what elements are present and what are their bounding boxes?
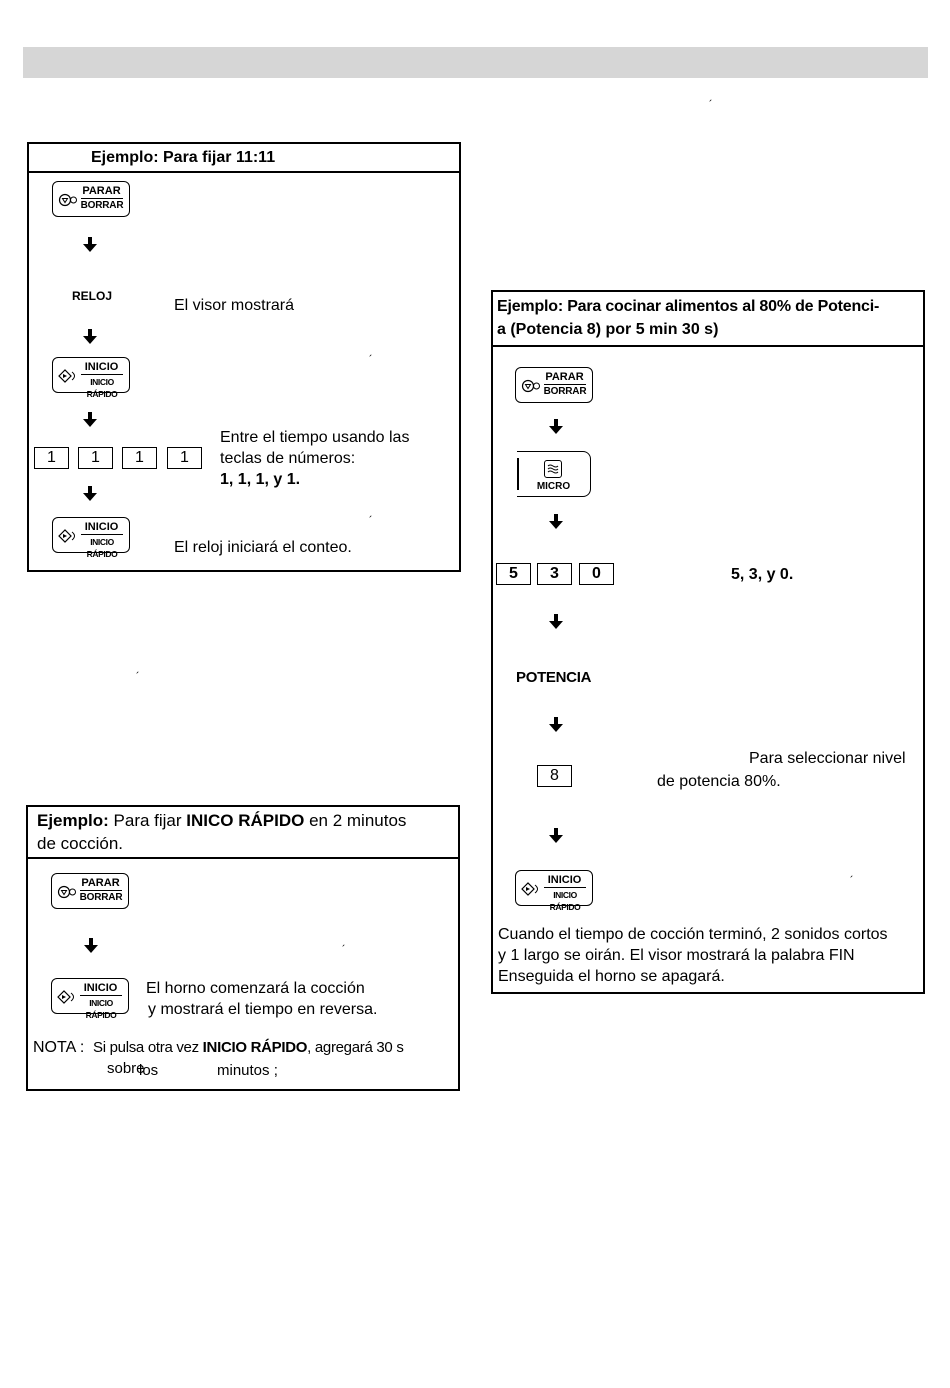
number-key[interactable]: 1 (34, 447, 69, 469)
key-label: PARAR (545, 371, 584, 383)
key-label: BORRAR (80, 200, 124, 211)
digits-text: 5, 3, y 0. (731, 566, 794, 583)
start-icon (58, 529, 78, 543)
box-title-text (37, 810, 406, 831)
microwave-icon (544, 460, 562, 478)
reloj-key-label[interactable]: RELOJ (72, 289, 113, 303)
end-text: Cuando el tiempo de cocción terminó, 2 sonidos cortos (498, 926, 888, 943)
inicio-key[interactable] (52, 517, 130, 559)
stop-icon (521, 379, 541, 393)
note-text: los (139, 1062, 159, 1079)
stop-icon (58, 193, 78, 207)
box-title-text: de cocción. (37, 834, 123, 853)
key-divider (544, 384, 586, 385)
key-divider (80, 890, 122, 891)
parar-borrar-key[interactable] (51, 873, 129, 909)
key-label: INICIO RÁPIDO (86, 377, 118, 399)
key-divider (81, 374, 123, 375)
down-arrow-icon (83, 237, 97, 253)
key-label: INICIO RÁPIDO (549, 890, 581, 912)
instruction-text (220, 469, 300, 490)
instruction-text: teclas de números: (220, 450, 356, 467)
down-arrow-icon (549, 419, 563, 435)
example-quick-start-box (26, 805, 460, 1091)
example-power-cooking-box (491, 290, 925, 994)
parar-borrar-key[interactable] (515, 367, 593, 403)
key-divider (81, 198, 123, 199)
micro-key[interactable] (517, 451, 591, 497)
number-key[interactable]: 1 (122, 447, 157, 469)
key-label: INICIO (84, 521, 119, 533)
key-label: INICIO (547, 874, 582, 886)
key-label: BORRAR (543, 386, 587, 397)
note-part: Si pulsa (93, 1039, 144, 1056)
down-arrow-icon (83, 486, 97, 502)
down-arrow-icon (549, 514, 563, 530)
accent-mark: ´ (369, 354, 373, 366)
cooking-start-text: El horno comenzará la cocción (146, 980, 365, 997)
down-arrow-icon (549, 717, 563, 733)
key-label: MICRO (536, 481, 571, 492)
number-key[interactable]: 5 (496, 563, 531, 585)
title-part: Para fijar (108, 811, 187, 830)
note-text: minutos ; (217, 1062, 278, 1079)
number-key[interactable]: 1 (167, 447, 202, 469)
down-arrow-icon (83, 329, 97, 345)
inicio-key[interactable] (52, 357, 130, 399)
potencia-key-label[interactable]: POTENCIA (516, 669, 592, 686)
inicio-key[interactable] (51, 978, 129, 1020)
box-title (493, 292, 923, 347)
instruction-text: Entre el tiempo usando las (220, 429, 410, 446)
title-part: en 2 minutos (304, 811, 407, 830)
box-title-text: Ejemplo: Para fijar 11:11 (91, 149, 276, 166)
down-arrow-icon (84, 938, 98, 954)
key-divider (81, 534, 123, 535)
title-bold: INICO RÁPIDO (186, 811, 305, 830)
accent-mark: ´ (136, 671, 140, 683)
note-label: NOTA : (33, 1039, 85, 1056)
note-text: sobre (107, 1060, 145, 1077)
number-key[interactable]: 3 (537, 563, 572, 585)
box-title-text: a (Potencia 8) por 5 min 30 s) (497, 321, 719, 338)
power-text: de potencia 80%. (657, 773, 781, 790)
key-label: INICIO (83, 982, 118, 994)
start-icon (58, 369, 78, 383)
note-part: otra vez (143, 1039, 203, 1056)
parar-borrar-key[interactable] (52, 181, 130, 217)
accent-mark: ´ (709, 99, 713, 111)
number-key[interactable]: 1 (78, 447, 113, 469)
number-key[interactable]: 8 (537, 765, 572, 787)
end-text: Enseguida el horno se apagará. (498, 968, 725, 985)
accent-mark: ´ (342, 944, 346, 956)
end-text: y 1 largo se oirán. El visor mostrará la palabra FIN (498, 947, 855, 964)
bold-digits-end: y 1. (268, 471, 301, 488)
inicio-key[interactable] (515, 870, 593, 912)
down-arrow-icon (549, 828, 563, 844)
start-icon (57, 990, 77, 1004)
key-label: PARAR (81, 877, 120, 889)
start-icon (521, 882, 541, 896)
bold-digits: 1, 1, 1, (220, 471, 269, 488)
note-text (93, 1037, 404, 1058)
key-label: INICIO RÁPIDO (86, 537, 118, 559)
key-label: PARAR (82, 185, 121, 197)
clock-start-text: El reloj iniciará el conteo. (174, 539, 352, 556)
box-title (28, 807, 458, 859)
key-divider (544, 887, 586, 888)
note-bold: INICIO RÁPIDO (202, 1039, 308, 1056)
key-label: INICIO RÁPIDO (85, 998, 117, 1020)
example-clock-box (27, 142, 461, 572)
power-text: Para seleccionar nivel (749, 750, 906, 767)
down-arrow-icon (549, 614, 563, 630)
visor-text: El visor mostrará (174, 297, 295, 314)
box-title-text: Ejemplo: Para cocinar alimentos al 80% de Potenci- (497, 298, 880, 315)
title-bold: Ejemplo: (37, 811, 109, 830)
box-title (29, 144, 459, 173)
key-label: BORRAR (79, 892, 123, 903)
key-divider (80, 995, 122, 996)
number-key[interactable]: 0 (579, 563, 614, 585)
down-arrow-icon (83, 412, 97, 428)
accent-mark: ´ (850, 875, 854, 887)
note-part: , agregará 30 s (307, 1039, 404, 1056)
reverse-time-text: y mostrará el tiempo en reversa. (148, 1001, 378, 1018)
accent-mark: ´ (369, 515, 373, 527)
header-bar (23, 47, 928, 78)
stop-icon (57, 885, 77, 899)
key-label: INICIO (84, 361, 119, 373)
